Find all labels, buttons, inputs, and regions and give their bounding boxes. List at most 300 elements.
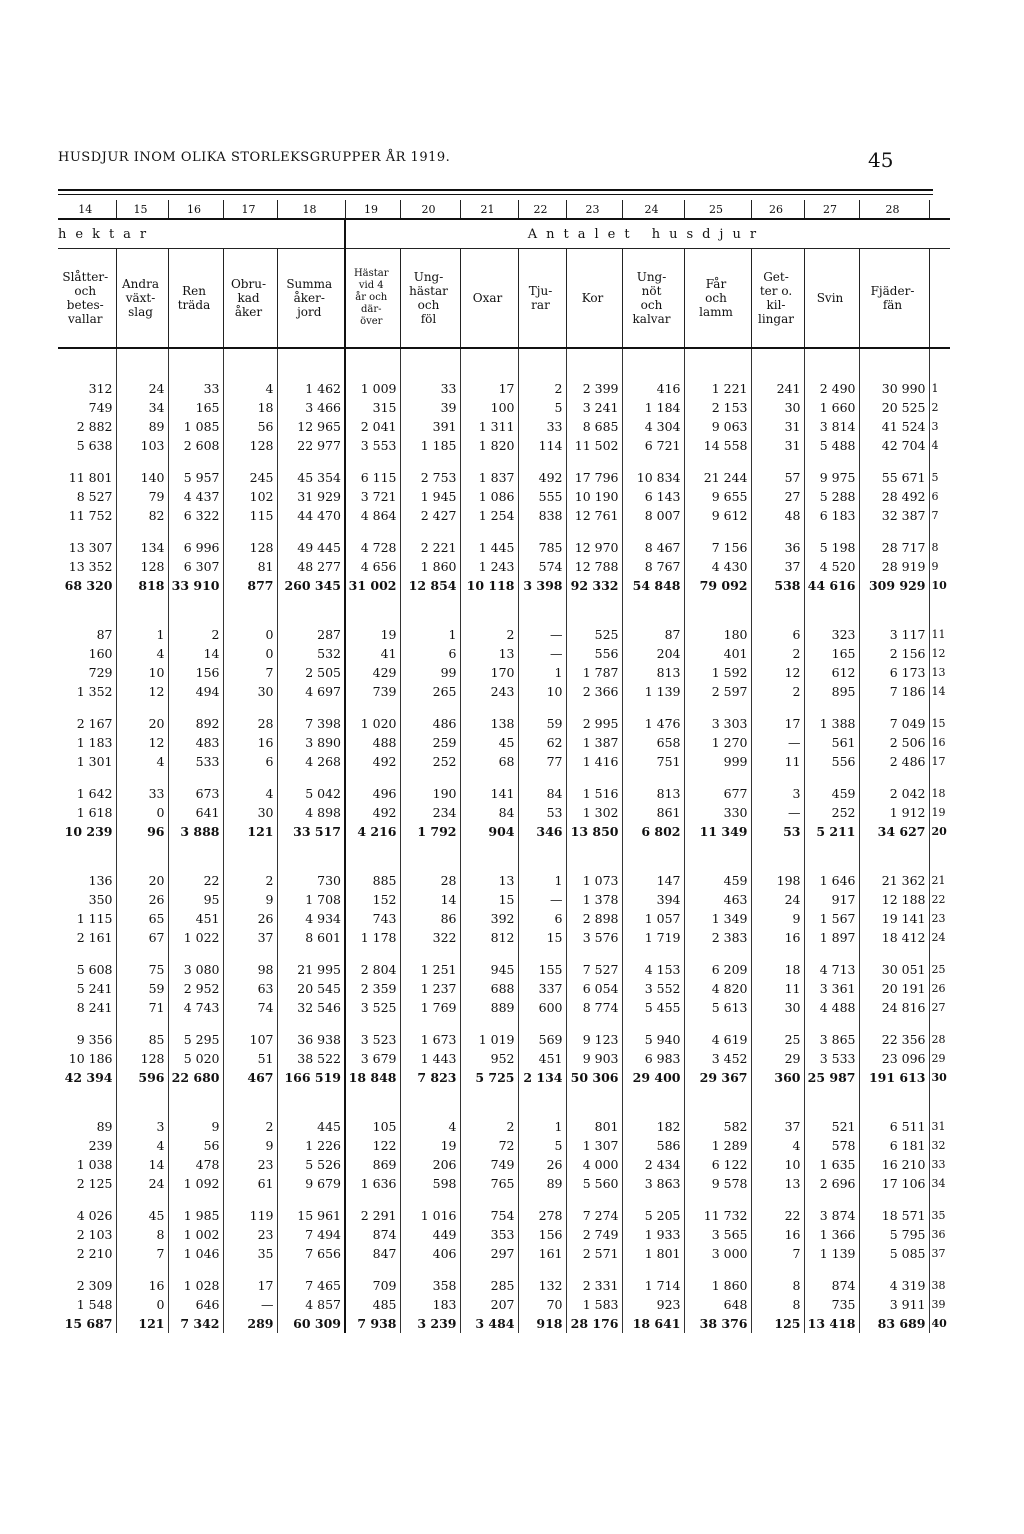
spacer-cell xyxy=(684,525,751,538)
table-cell: 2 749 xyxy=(566,1225,622,1244)
table-cell: 4 304 xyxy=(622,417,684,436)
table-cell: 6 209 xyxy=(684,960,751,979)
table-row xyxy=(58,1295,950,1314)
table-cell: 3 911 xyxy=(859,1295,929,1314)
table-cell: 582 xyxy=(684,1117,751,1136)
table-row xyxy=(58,663,950,682)
table-cell: 612 xyxy=(804,663,859,682)
table-cell: 19 xyxy=(400,1136,460,1155)
table-cell: 265 xyxy=(400,682,460,701)
table-cell: 877 xyxy=(223,576,277,595)
table-cell: 485 xyxy=(345,1295,400,1314)
row-number: 1 xyxy=(929,379,950,398)
table-cell: 16 xyxy=(751,1225,804,1244)
column-header-line: ter o. xyxy=(759,284,793,298)
total-row xyxy=(58,576,950,595)
table-cell: 5 205 xyxy=(622,1206,684,1225)
table-cell: 586 xyxy=(622,1136,684,1155)
table-cell: 4 xyxy=(223,784,277,803)
column-header-line: där- xyxy=(360,304,382,315)
spacer-cell xyxy=(345,348,400,379)
spacer-cell xyxy=(622,525,684,538)
table-cell: 1 660 xyxy=(804,398,859,417)
row-number: 28 xyxy=(929,1030,950,1049)
table-cell: 1 719 xyxy=(622,928,684,947)
table-cell: 33 xyxy=(116,784,168,803)
table-cell: 6 xyxy=(223,752,277,771)
spacer-cell xyxy=(168,1193,223,1206)
table-cell: 77 xyxy=(518,752,566,771)
table-cell: 2 383 xyxy=(684,928,751,947)
spacer-cell xyxy=(751,525,804,538)
table-cell: 11 xyxy=(751,752,804,771)
table-cell: 31 002 xyxy=(345,576,400,595)
table-cell: 79 xyxy=(116,487,168,506)
spacer-cell xyxy=(751,701,804,714)
spacer-cell xyxy=(804,771,859,784)
table-cell: 999 xyxy=(684,752,751,771)
spacer-cell xyxy=(400,455,460,468)
spacer-cell xyxy=(223,1017,277,1030)
table-cell: 463 xyxy=(684,890,751,909)
table-cell: 28 xyxy=(400,871,460,890)
column-header-line: Summa xyxy=(286,277,333,291)
table-cell: 165 xyxy=(168,398,223,417)
table-cell: 190 xyxy=(400,784,460,803)
table-cell: 7 823 xyxy=(400,1068,460,1087)
table-row xyxy=(58,733,950,752)
table-cell: 677 xyxy=(684,784,751,803)
table-cell: 23 xyxy=(223,1225,277,1244)
table-cell: 12 788 xyxy=(566,557,622,576)
row-number: 2 xyxy=(929,398,950,417)
table-cell: 2 427 xyxy=(400,506,460,525)
table-cell: 34 xyxy=(116,398,168,417)
row-number: 30 xyxy=(929,1068,950,1087)
table-cell: 12 188 xyxy=(859,890,929,909)
table-cell: 21 362 xyxy=(859,871,929,890)
spacer-cell xyxy=(223,1193,277,1206)
table-cell: 2 571 xyxy=(566,1244,622,1263)
row-number: 22 xyxy=(929,890,950,909)
column-header-line: Ung- xyxy=(413,270,444,284)
table-cell: 3 576 xyxy=(566,928,622,947)
table-cell: 21 244 xyxy=(684,468,751,487)
table-cell: 2 490 xyxy=(804,379,859,398)
row-number-spacer xyxy=(929,200,950,219)
table-row xyxy=(58,538,950,557)
table-cell: 569 xyxy=(518,1030,566,1049)
table-cell: 18 571 xyxy=(859,1206,929,1225)
group-header-row xyxy=(58,219,950,249)
table-cell: 7 xyxy=(751,1244,804,1263)
table-row xyxy=(58,1030,950,1049)
table-cell: 87 xyxy=(96,627,113,642)
table-cell: 1 xyxy=(518,663,566,682)
table-cell: 44 616 xyxy=(804,576,859,595)
table-cell: 492 xyxy=(345,752,400,771)
table-cell: 18 xyxy=(223,398,277,417)
spacer-cell xyxy=(518,595,566,625)
table-cell: 1 548 xyxy=(76,1297,113,1312)
table-cell: 2 xyxy=(518,379,566,398)
table-cell: 6 143 xyxy=(622,487,684,506)
table-cell: 1 592 xyxy=(684,663,751,682)
table-cell: 14 xyxy=(116,1155,168,1174)
table-cell: 11 349 xyxy=(684,822,751,841)
table-cell: 5 455 xyxy=(622,998,684,1017)
spacer-cell xyxy=(58,771,116,784)
table-cell: 754 xyxy=(460,1206,518,1225)
table-cell: 136 xyxy=(88,873,113,888)
table-cell: 1 787 xyxy=(566,663,622,682)
spacer-cell xyxy=(859,595,929,625)
spacer-cell xyxy=(518,1193,566,1206)
column-header-line: Kor xyxy=(581,291,604,305)
spacer-cell xyxy=(460,947,518,960)
spacer-cell xyxy=(223,1263,277,1276)
table-cell: 37 xyxy=(751,1117,804,1136)
column-header-line: och xyxy=(74,284,97,298)
spacer-cell xyxy=(859,525,929,538)
spacer-cell xyxy=(277,595,345,625)
table-cell: 4 713 xyxy=(804,960,859,979)
spacer-cell xyxy=(859,1087,929,1117)
table-cell: 0 xyxy=(223,644,277,663)
column-header-line: och xyxy=(417,298,440,312)
table-cell: 1 307 xyxy=(566,1136,622,1155)
table-cell: 32 546 xyxy=(277,998,345,1017)
row-number: 14 xyxy=(929,682,950,701)
table-cell: — xyxy=(751,803,804,822)
table-cell: 598 xyxy=(400,1174,460,1193)
table-row xyxy=(58,682,950,701)
table-cell: 0 xyxy=(223,625,277,644)
table-cell: 1 046 xyxy=(168,1244,223,1263)
table-cell: 85 xyxy=(116,1030,168,1049)
table-cell: 34 627 xyxy=(859,822,929,841)
spacer-cell xyxy=(277,841,345,871)
table-cell: 6 054 xyxy=(566,979,622,998)
table-cell: 23 096 xyxy=(859,1049,929,1068)
table-cell: 10 190 xyxy=(566,487,622,506)
table-cell: 309 929 xyxy=(859,576,929,595)
table-cell: 141 xyxy=(460,784,518,803)
table-cell: 1 xyxy=(518,871,566,890)
table-cell: 2 291 xyxy=(345,1206,400,1225)
column-header-line: jord xyxy=(297,305,322,319)
table-cell: 71 xyxy=(116,998,168,1017)
table-cell: 7 465 xyxy=(277,1276,345,1295)
table-row xyxy=(58,871,950,890)
table-cell: 5 288 xyxy=(804,487,859,506)
table-cell: 68 xyxy=(460,752,518,771)
table-cell: 2 125 xyxy=(76,1176,113,1191)
table-cell: 2 331 xyxy=(566,1276,622,1295)
spacer-cell xyxy=(168,947,223,960)
spacer-cell xyxy=(116,348,168,379)
spacer-cell xyxy=(566,841,622,871)
table-cell: 5 795 xyxy=(859,1225,929,1244)
table-cell: 673 xyxy=(168,784,223,803)
table-cell: 1 302 xyxy=(566,803,622,822)
spacer-cell xyxy=(345,947,400,960)
group-spacer xyxy=(58,525,950,538)
spacer-cell xyxy=(929,348,950,379)
table-cell: 8 774 xyxy=(566,998,622,1017)
table-cell: 889 xyxy=(460,998,518,1017)
table-cell: 1 445 xyxy=(460,538,518,557)
table-cell: 22 356 xyxy=(859,1030,929,1049)
table-cell: 1 xyxy=(400,625,460,644)
table-cell: 183 xyxy=(400,1295,460,1314)
spacer-cell xyxy=(804,1017,859,1030)
spacer-cell xyxy=(116,771,168,784)
table-cell: 84 xyxy=(518,784,566,803)
column-header-line: rar xyxy=(531,298,550,312)
column-header xyxy=(859,249,929,349)
spacer-cell xyxy=(929,595,950,625)
spacer-cell xyxy=(116,1193,168,1206)
table-row xyxy=(58,1136,950,1155)
table-cell: 9 679 xyxy=(277,1174,345,1193)
table-cell: 483 xyxy=(168,733,223,752)
table-cell: 128 xyxy=(116,1049,168,1068)
spacer-cell xyxy=(518,525,566,538)
spacer-cell xyxy=(684,595,751,625)
spacer-cell xyxy=(223,701,277,714)
spacer-cell xyxy=(518,1087,566,1117)
table-cell: 121 xyxy=(223,822,277,841)
spacer-cell xyxy=(751,348,804,379)
table-cell: 24 xyxy=(116,379,168,398)
spacer-cell xyxy=(518,348,566,379)
column-header-line: åker- xyxy=(293,291,325,305)
table-cell: 86 xyxy=(400,909,460,928)
table-cell: 6 122 xyxy=(684,1155,751,1174)
table-cell: 1 416 xyxy=(566,752,622,771)
table-cell: 89 xyxy=(518,1174,566,1193)
table-cell: 1 139 xyxy=(804,1244,859,1263)
column-header-line: Hästar xyxy=(353,268,389,279)
table-cell: 4 216 xyxy=(345,822,400,841)
page-number: 45 xyxy=(868,148,894,172)
spacer-cell xyxy=(58,947,116,960)
column-number: 17 xyxy=(223,200,277,219)
table-cell: 206 xyxy=(400,1155,460,1174)
table-cell: 1 387 xyxy=(566,733,622,752)
table-cell: 9 356 xyxy=(76,1032,113,1047)
column-number: 26 xyxy=(751,200,804,219)
table-cell: 128 xyxy=(116,557,168,576)
table-cell: 5 042 xyxy=(277,784,345,803)
column-header xyxy=(804,249,859,349)
table-cell: 2 366 xyxy=(566,682,622,701)
table-cell: 1 476 xyxy=(622,714,684,733)
table-cell: 1 073 xyxy=(566,871,622,890)
table-cell: 904 xyxy=(460,822,518,841)
table-cell: 87 xyxy=(622,625,684,644)
table-cell: 1 462 xyxy=(277,379,345,398)
spacer-cell xyxy=(929,1193,950,1206)
table-cell: 59 xyxy=(116,979,168,998)
column-header-line: Obru- xyxy=(230,277,267,291)
spacer-cell xyxy=(168,348,223,379)
table-cell: 29 367 xyxy=(684,1068,751,1087)
table-cell: 391 xyxy=(400,417,460,436)
table-cell: 138 xyxy=(460,714,518,733)
column-header-line: kil- xyxy=(766,298,786,312)
group-spacer xyxy=(58,1263,950,1276)
table-cell: 6 322 xyxy=(168,506,223,525)
table-cell: 918 xyxy=(518,1314,566,1333)
table-cell: 121 xyxy=(116,1314,168,1333)
spacer-cell xyxy=(460,595,518,625)
table-cell: 5 940 xyxy=(622,1030,684,1049)
spacer-cell xyxy=(400,1087,460,1117)
table-cell: 32 387 xyxy=(859,506,929,525)
spacer-cell xyxy=(566,1193,622,1206)
spacer-cell xyxy=(460,1017,518,1030)
column-header-line: slag xyxy=(128,305,153,319)
table-cell: 38 522 xyxy=(277,1049,345,1068)
spacer-cell xyxy=(622,1193,684,1206)
spacer-cell xyxy=(566,771,622,784)
table-row xyxy=(58,752,950,771)
spacer-cell xyxy=(277,1263,345,1276)
table-cell: 20 545 xyxy=(277,979,345,998)
table-cell: 31 xyxy=(751,417,804,436)
table-cell: 30 xyxy=(751,998,804,1017)
table-cell: 3 398 xyxy=(518,576,566,595)
spacer-cell xyxy=(277,455,345,468)
spacer-cell xyxy=(58,1087,116,1117)
table-cell: 4 268 xyxy=(277,752,345,771)
table-cell: 8 xyxy=(751,1295,804,1314)
table-row xyxy=(58,928,950,947)
table-cell: 2 156 xyxy=(859,644,929,663)
table-cell: 15 961 xyxy=(277,1206,345,1225)
table-cell: 2 597 xyxy=(684,682,751,701)
table-cell: 12 xyxy=(116,682,168,701)
table-cell: 5 xyxy=(518,398,566,417)
table-cell: 152 xyxy=(345,890,400,909)
table-cell: 191 613 xyxy=(859,1068,929,1087)
table-cell: 8 467 xyxy=(622,538,684,557)
spacer-cell xyxy=(116,947,168,960)
spacer-cell xyxy=(929,525,950,538)
table-cell: 6 996 xyxy=(168,538,223,557)
table-cell: 28 492 xyxy=(859,487,929,506)
table-cell: 95 xyxy=(168,890,223,909)
table-cell: 7 186 xyxy=(859,682,929,701)
table-cell: 285 xyxy=(460,1276,518,1295)
table-cell: 4 000 xyxy=(566,1155,622,1174)
table-cell: 7 156 xyxy=(684,538,751,557)
row-number: 36 xyxy=(929,1225,950,1244)
group-spacer xyxy=(58,1193,950,1206)
table-cell: 4 xyxy=(116,644,168,663)
table-cell: 1 583 xyxy=(566,1295,622,1314)
table-cell: 27 xyxy=(751,487,804,506)
table-row xyxy=(58,1117,950,1136)
table-cell: 5 488 xyxy=(804,436,859,455)
row-number: 18 xyxy=(929,784,950,803)
spacer-cell xyxy=(566,1263,622,1276)
table-cell: 241 xyxy=(751,379,804,398)
table-cell: 15 xyxy=(460,890,518,909)
row-number: 38 xyxy=(929,1276,950,1295)
table-cell: 30 xyxy=(223,682,277,701)
group-spacer xyxy=(58,771,950,784)
table-cell: 521 xyxy=(804,1117,859,1136)
spacer-cell xyxy=(345,701,400,714)
block-spacer xyxy=(58,595,950,625)
table-cell: 1 xyxy=(518,1117,566,1136)
spacer-cell xyxy=(460,841,518,871)
spacer-cell xyxy=(116,595,168,625)
row-number: 20 xyxy=(929,822,950,841)
table-cell: 16 xyxy=(751,928,804,947)
table-cell: 36 938 xyxy=(277,1030,345,1049)
table-cell: 166 519 xyxy=(277,1068,345,1087)
spacer-cell xyxy=(622,947,684,960)
spacer-cell xyxy=(116,455,168,468)
spacer-cell xyxy=(566,348,622,379)
spacer-cell xyxy=(518,701,566,714)
column-header xyxy=(58,249,116,349)
spacer-cell xyxy=(58,455,116,468)
table-cell: 330 xyxy=(684,803,751,822)
table-cell: 5 725 xyxy=(460,1068,518,1087)
table-cell: 103 xyxy=(116,436,168,455)
row-number: 21 xyxy=(929,871,950,890)
table-cell: 486 xyxy=(400,714,460,733)
table-cell: 596 xyxy=(116,1068,168,1087)
table-cell: 6 183 xyxy=(804,506,859,525)
table-cell: 1 086 xyxy=(460,487,518,506)
table-cell: 59 xyxy=(518,714,566,733)
table-cell: 3 361 xyxy=(804,979,859,998)
spacer-cell xyxy=(400,595,460,625)
column-number: 28 xyxy=(859,200,929,219)
table-cell: 19 141 xyxy=(859,909,929,928)
table-cell: 488 xyxy=(345,733,400,752)
table-cell: 6 983 xyxy=(622,1049,684,1068)
table-cell: 1 912 xyxy=(859,803,929,822)
spacer-cell xyxy=(168,771,223,784)
column-header-line: lingar xyxy=(758,312,794,326)
table-cell: 3 239 xyxy=(400,1314,460,1333)
table-cell: 31 929 xyxy=(277,487,345,506)
table-cell: 416 xyxy=(622,379,684,398)
spacer-cell xyxy=(277,947,345,960)
table-cell: 297 xyxy=(460,1244,518,1263)
table-cell: 735 xyxy=(804,1295,859,1314)
table-cell: 5 211 xyxy=(804,822,859,841)
table-row xyxy=(58,960,950,979)
table-cell: 2 161 xyxy=(76,930,113,945)
spacer-cell xyxy=(168,595,223,625)
table-cell: 1 184 xyxy=(622,398,684,417)
spacer-cell xyxy=(58,525,116,538)
column-number: 14 xyxy=(58,200,116,219)
table-cell: 532 xyxy=(277,644,345,663)
spacer-cell xyxy=(223,1087,277,1117)
row-number: 8 xyxy=(929,538,950,557)
table-cell: 6 xyxy=(400,644,460,663)
total-row xyxy=(58,1314,950,1333)
